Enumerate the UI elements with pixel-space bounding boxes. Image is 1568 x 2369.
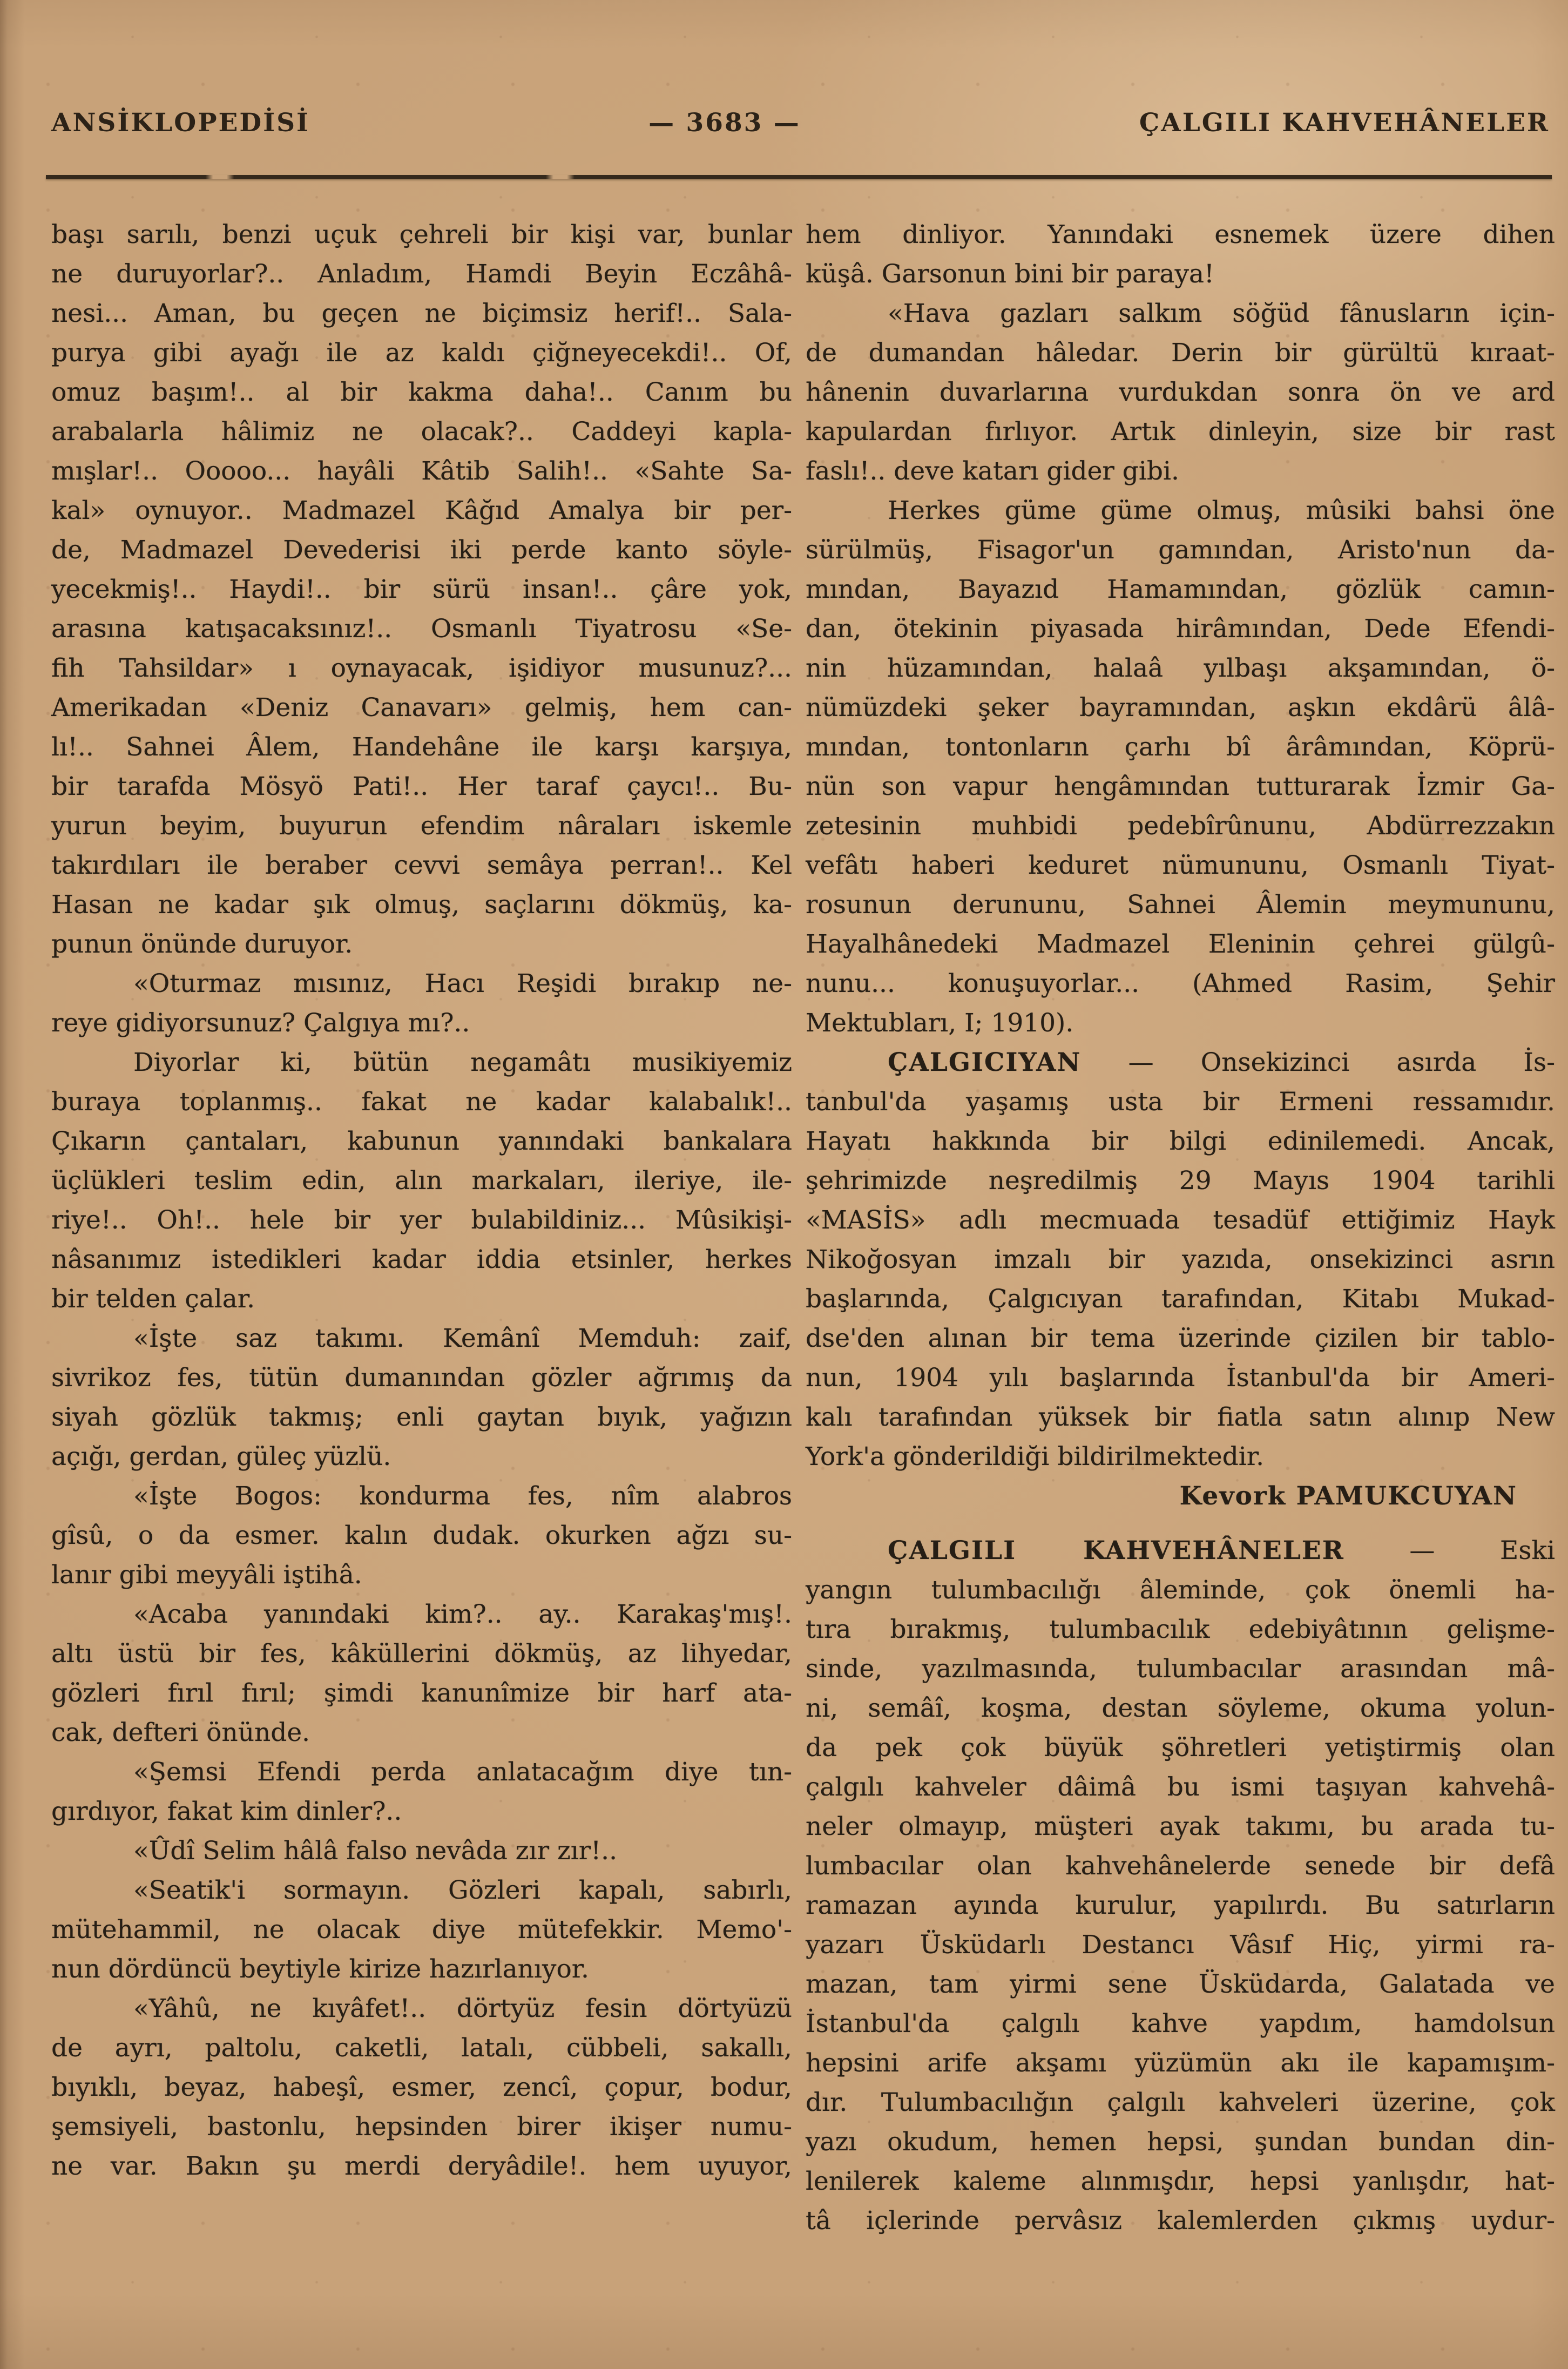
text-line: ÇALGICIYAN — Onsekizinci asırda İs- <box>888 1048 1555 1077</box>
text-line: kal» oynuyor.. Madmazel Kâğıd Amalya bir per- <box>51 496 792 525</box>
text-line: gırdıyor, fakat kim dinler?.. <box>51 1797 402 1826</box>
text-line: çalgılı kahveler dâimâ bu ismi taşıyan kahvehâ- <box>806 1772 1555 1802</box>
text-line: «Seatik'i sormayın. Gözleri kapalı, sabırlı, <box>133 1875 792 1905</box>
text-line: yazı okudum, hemen hepsi, şundan bundan din- <box>806 2127 1555 2157</box>
text-column-left <box>51 215 792 2186</box>
text-line: yangın tulumbacılığı âleminde, çok önemli ha- <box>806 1575 1555 1605</box>
text-line: dan, ötekinin piyasada hirâmından, Dede Efendi- <box>806 614 1555 644</box>
text-line: bıyıklı, beyaz, habeşî, esmer, zencî, çopur, bodur, <box>51 2073 792 2102</box>
text-line: yurun beyim, buyurun efendim nâraları iskemle <box>51 811 792 841</box>
text-line: Mektubları, I; 1910). <box>806 1008 1074 1038</box>
text-line: şemsiyeli, bastonlu, hepsinden birer ikişer numu- <box>51 2112 792 2142</box>
paragraph <box>51 1752 792 1831</box>
text-line: nunu... konuşuyorlar... (Ahmed Rasim, Şehir <box>806 969 1555 998</box>
text-line: nâsanımız istedikleri kadar iddia etsinler, herkes <box>51 1245 792 1274</box>
text-line: yecekmiş!.. Haydi!.. bir sürü insan!.. çâre yok, <box>51 575 792 604</box>
text-line: sinde, yazılmasında, tulumbacılar arasından mâ- <box>806 1654 1555 1684</box>
paragraph <box>806 215 1555 294</box>
text-line: bir telden çalar. <box>51 1284 255 1314</box>
text-line: nün son vapur hengâmından tutturarak İzmir Ga- <box>806 772 1555 801</box>
text-line: yazarı Üsküdarlı Destancı Vâsıf Hiç, yirmi ra- <box>806 1930 1555 1960</box>
text-line: «MASİS» adlı mecmuada tesadüf ettiğimiz Hayk <box>806 1205 1555 1235</box>
text-line: ÇALGILI KAHVEHÂNELER — Eski <box>888 1536 1555 1565</box>
text-line: mütehammil, ne olacak diye mütefekkir. Memo'- <box>51 1915 792 1945</box>
text-line: purya gibi ayağı ile az kaldı çiğneyecekdi!.. Of, <box>51 338 792 368</box>
text-line: nun dördüncü beytiyle kirize hazırlanıyor. <box>51 1954 589 1984</box>
text-line: mazan, tam yirmi sene Üsküdarda, Galatada ve <box>806 1969 1555 1999</box>
text-line: de, Madmazel Devederisi iki perde kanto söyle- <box>51 535 792 565</box>
text-line: küşâ. Garsonun bini bir paraya! <box>806 259 1214 289</box>
text-line: başlarında, Çalgıcıyan tarafından, Kitabı Mukad- <box>806 1284 1555 1314</box>
text-line: sürülmüş, Fisagor'un gamından, Aristo'nun da- <box>806 535 1555 565</box>
paragraph <box>51 1831 792 1871</box>
text-line: «Oturmaz mısınız, Hacı Reşidi bırakıp ne- <box>133 969 792 998</box>
text-column-right <box>806 215 1555 2240</box>
text-line: arabalarla hâlimiz ne olacak?.. Caddeyi kapla- <box>51 417 792 447</box>
text-line: Hasan ne kadar şık olmuş, saçlarını dökmüş, ka- <box>51 890 792 920</box>
text-line: riye!.. Oh!.. hele bir yer bulabildiniz... Mûsikişi- <box>51 1205 792 1235</box>
page-header <box>51 108 1550 138</box>
journal-title: ANSİKLOPEDİSİ <box>51 108 310 138</box>
text-line: omuz başım!.. al bir kakma daha!.. Canım bu <box>51 377 792 407</box>
text-line: tıra bırakmış, tulumbacılık edebiyâtının gelişme- <box>806 1615 1555 1644</box>
text-line: İstanbul'da çalgılı kahve yapdım, hamdolsun <box>806 2009 1555 2039</box>
text-line: nesi... Aman, bu geçen ne biçimsiz herif!.. Sala- <box>51 299 792 328</box>
entry-calgiciyan <box>806 1043 1555 1476</box>
text-line: arasına katışacaksınız!.. Osmanlı Tiyatrosu «Se- <box>51 614 792 644</box>
text-line: ni, semâî, koşma, destan söyleme, okuma yolun- <box>806 1693 1555 1723</box>
paragraph <box>51 1476 792 1595</box>
text-line: üçlükleri teslim edin, alın markaları, ileriye, ile- <box>51 1166 792 1196</box>
page-number: — 3683 — <box>648 108 801 138</box>
paragraph <box>806 491 1555 1043</box>
paragraph <box>51 1871 792 1989</box>
text-line: dse'den alınan bir tema üzerinde çizilen bir tablo- <box>806 1324 1555 1353</box>
text-line: neler olmayıp, müşteri ayak takımı, bu arada tu- <box>806 1812 1555 1841</box>
paragraph <box>51 215 792 964</box>
text-line: gîsû, o da esmer. kalın dudak. okurken ağzı su- <box>51 1521 792 1550</box>
text-line: Kevork PAMUKCUYAN <box>1179 1481 1517 1511</box>
text-line: lenilerek kaleme alınmışdır, hepsi yanlışdır, hat- <box>806 2166 1555 2196</box>
text-line: lumbacılar olan kahvehânelerde senede bir defâ <box>806 1851 1555 1881</box>
text-line: York'a gönderildiği bildirilmektedir. <box>806 1442 1265 1472</box>
entry-headword: ÇALGICIYAN <box>888 1048 1082 1077</box>
text-line: siyah gözlük takmış; enli gaytan bıyık, yağızın <box>51 1402 792 1432</box>
text-line: başı sarılı, benzi uçuk çehreli bir kişi var, bunlar <box>51 220 792 249</box>
text-line: «Şemsi Efendi perda anlatacağım diye tın- <box>133 1757 792 1787</box>
text-line: takırdıları ile beraber cevvi semâya perran!.. Kel <box>51 851 792 880</box>
text-line: açığı, gerdan, güleç yüzlü. <box>51 1442 391 1472</box>
text-line: hem dinliyor. Yanındaki esnemek üzere dihen <box>806 220 1555 249</box>
text-line: nümüzdeki şeker bayramından, aşkın ekdârü âlâ- <box>806 693 1555 723</box>
text-line: zetesinin muhbidi pedebîrûnunu, Abdürrezzakın <box>806 811 1555 841</box>
text-line: de ayrı, paltolu, caketli, latalı, cübbeli, sakallı, <box>51 2033 792 2063</box>
paragraph <box>51 1989 792 2186</box>
text-line: tâ içlerinde pervâsız kalemlerden çıkmış uydur- <box>806 2206 1555 2236</box>
text-line: «Ûdî Selim hâlâ falso nevâda zır zır!.. <box>133 1836 618 1866</box>
text-line: kalı tarafından yüksek bir fiatla satın alınıp New <box>806 1402 1555 1432</box>
text-line: dır. Tulumbacılığın çalgılı kahveleri üzerine, çok <box>806 2088 1555 2117</box>
entry-headword: ÇALGILI KAHVEHÂNELER <box>888 1536 1344 1565</box>
text-line: faslı!.. deve katarı gider gibi. <box>806 456 1179 486</box>
text-line: «İşte Bogos: kondurma fes, nîm alabros <box>133 1481 792 1511</box>
paragraph <box>51 1043 792 1319</box>
entry-calgili-kahvehaneler <box>806 1531 1555 2240</box>
paragraph <box>806 294 1555 491</box>
text-line: ne var. Bakın şu merdi deryâdile!. hem uyuyor, <box>51 2151 792 2181</box>
text-line: nin hüzamından, halaâ yılbaşı akşamından, ö- <box>806 653 1555 683</box>
text-line: «Yâhû, ne kıyâfet!.. dörtyüz fesin dörtyüzü <box>133 1994 792 2023</box>
paragraph <box>51 1319 792 1476</box>
text-line: kapulardan fırlıyor. Artık dinleyin, size bir rast <box>806 417 1555 447</box>
text-line: cak, defteri önünde. <box>51 1718 310 1747</box>
text-line: Çıkarın çantaları, kabunun yanındaki bankalara <box>51 1126 792 1156</box>
text-line: ramazan ayında kurulur, yapılırdı. Bu satırların <box>806 1891 1555 1920</box>
text-line: şehrimizde neşredilmiş 29 Mayıs 1904 tarihli <box>806 1166 1555 1196</box>
text-line: altı üstü bir fes, kâküllerini dökmüş, az lihyedar, <box>51 1639 792 1669</box>
header-rule <box>46 175 1552 179</box>
text-line: reye gidiyorsunuz? Çalgıya mı?.. <box>51 1008 470 1038</box>
text-line: punun önünde duruyor. <box>51 929 353 959</box>
paragraph <box>51 1595 792 1752</box>
text-line: «Acaba yanındaki kim?.. ay.. Karakaş'mış!. <box>133 1599 792 1629</box>
text-line: Hayalhânedeki Madmazel Eleninin çehrei gülgû- <box>806 929 1555 959</box>
author-signature <box>806 1476 1555 1516</box>
text-line: de dumandan hâledar. Derin bir gürültü kıraat- <box>806 338 1555 368</box>
text-line: tanbul'da yaşamış usta bir Ermeni ressamıdır. <box>806 1087 1555 1117</box>
text-line: hepsini arife akşamı yüzümün akı ile kapamışım- <box>806 2048 1555 2078</box>
text-line: rosunun derununu, Sahnei Âlemin meymununu, <box>806 890 1555 920</box>
running-head-article-title: ÇALGILI KAHVEHÂNELER <box>1139 108 1550 138</box>
paragraph <box>51 964 792 1043</box>
text-line: vefâtı haberi keduret nümununu, Osmanlı Tiyat- <box>806 851 1555 880</box>
text-line: fih Tahsildar» ı oynayacak, işidiyor musunuz?... <box>51 653 792 683</box>
text-line: mışlar!.. Ooooo... hayâli Kâtib Salih!.. «Sahte Sa- <box>51 456 792 486</box>
text-line: lanır gibi meyyâli iştihâ. <box>51 1560 362 1590</box>
text-line: «Hava gazları salkım söğüd fânusların için- <box>888 299 1555 328</box>
text-line: da pek çok büyük şöhretleri yetiştirmiş olan <box>806 1733 1555 1763</box>
text-line: buraya toplanmış.. fakat ne kadar kalabalık!.. <box>51 1087 792 1117</box>
text-line: Hayatı hakkında bir bilgi edinilemedi. Ancak, <box>806 1126 1555 1156</box>
text-line: mından, Bayazıd Hamamından, gözlük camın- <box>806 575 1555 604</box>
text-line: mından, tontonların çarhı bî ârâmından, Köprü- <box>806 732 1555 762</box>
text-line: bir tarafda Mösyö Pati!.. Her taraf çaycı!.. Bu- <box>51 772 792 801</box>
text-line: Nikoğosyan imzalı bir yazıda, onsekizinci asrın <box>806 1245 1555 1274</box>
text-line: nun, 1904 yılı başlarında İstanbul'da bir Ameri- <box>806 1363 1555 1393</box>
text-line: sivrikoz fes, tütün dumanından gözler ağrımış da <box>51 1363 792 1393</box>
text-line: hânenin duvarlarına vurdukdan sonra ön ve ard <box>806 377 1555 407</box>
text-line: lı!.. Sahnei Âlem, Handehâne ile karşı karşıya, <box>51 732 792 762</box>
text-line: gözleri fırıl fırıl; şimdi kanunîmize bir harf ata- <box>51 1678 792 1708</box>
text-line: Amerikadan «Deniz Canavarı» gelmiş, hem can- <box>51 693 792 723</box>
text-line: «İşte saz takımı. Kemânî Memduh: zaif, <box>133 1324 792 1353</box>
text-line: ne duruyorlar?.. Anladım, Hamdi Beyin Eczâhâ- <box>51 259 792 289</box>
text-line: Herkes güme güme olmuş, mûsiki bahsi öne <box>888 496 1555 525</box>
text-line: Diyorlar ki, bütün negamâtı musikiyemiz <box>133 1048 792 1077</box>
